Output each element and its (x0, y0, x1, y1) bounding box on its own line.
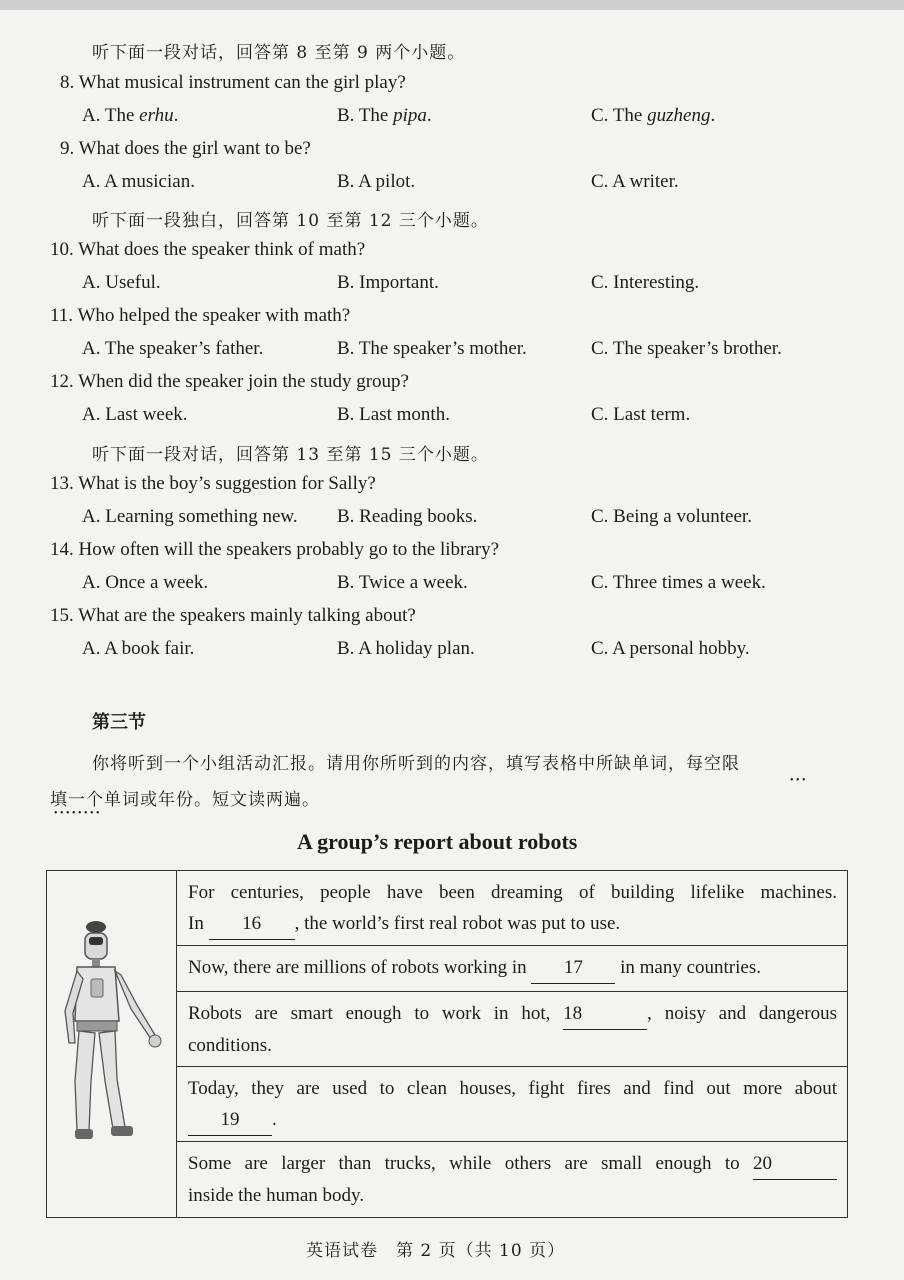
q10-option-a: A. Useful. (82, 272, 161, 293)
question-13: 13. What is the boy’s suggestion for Sally? (50, 473, 376, 494)
q10-option-c: C. Interesting. (591, 272, 700, 293)
q10-option-b: B. Important. (337, 272, 439, 293)
report-row-1 (177, 871, 847, 946)
question-15: 15. What are the speakers mainly talking about? (50, 605, 416, 626)
row4-line1: Today, they are used to clean houses, fight fires and find out more about (188, 1078, 837, 1099)
q11-option-b: B. The speaker’s mother. (337, 338, 527, 359)
robot-illustration (47, 871, 175, 1216)
question-12: 12. When did the speaker join the study group? (50, 371, 409, 392)
q12-option-c: C. Last term. (591, 404, 691, 425)
q15-option-a: A. A book fair. (82, 638, 195, 659)
robot-image-cell (47, 871, 177, 1217)
question-9: 9. What does the girl want to be? (60, 138, 311, 159)
question-11: 11. Who helped the speaker with math? (50, 305, 351, 326)
instruction-q10-12: 听下面一段独白，回答第 10 至第 12 三个小题。 (92, 211, 489, 231)
q8-option-b: B. The pipa. (337, 105, 432, 126)
report-row-5 (177, 1142, 847, 1219)
section3-instruction-line2: 填一个单词或年份。短文读两遍。 (50, 790, 320, 810)
q8-option-a: A. The erhu. (82, 105, 179, 126)
page-footer: 英语试卷 第 2 页（共 10 页） (306, 1241, 566, 1261)
q14-option-a: A. Once a week. (82, 572, 209, 593)
row1-line1: For centuries, people have been dreaming of building lifelike machines. (188, 882, 837, 903)
q14-option-c: C. Three times a week. (591, 572, 766, 593)
blank-19[interactable]: 19 (188, 1104, 272, 1136)
report-title: A group’s report about robots (297, 829, 578, 854)
blank-18[interactable]: 18 (563, 998, 647, 1030)
row5-line2: inside the human body. (188, 1185, 365, 1206)
emphasis-dots-1: • • • (790, 775, 806, 786)
report-row-4 (177, 1067, 847, 1142)
report-table (46, 870, 848, 1218)
section3-title: 第三节 (92, 712, 146, 733)
q15-option-c: C. A personal hobby. (591, 638, 750, 659)
row5-line1: Some are larger than trucks, while others are small enough to 20 (188, 1148, 837, 1180)
q11-option-a: A. The speaker’s father. (82, 338, 264, 359)
q12-option-a: A. Last week. (82, 404, 188, 425)
q13-option-c: C. Being a volunteer. (591, 506, 752, 527)
q9-option-a: A. A musician. (82, 171, 195, 192)
section3-instruction-line1: 你将听到一个小组活动汇报。请用你所听到的内容，填写表格中所缺单词，每空限 (92, 754, 740, 774)
instruction-q13-15: 听下面一段对话，回答第 13 至第 15 三个小题。 (92, 445, 489, 465)
instruction-q8-9: 听下面一段对话，回答第 8 至第 9 两个小题。 (92, 43, 466, 63)
q14-option-b: B. Twice a week. (337, 572, 468, 593)
top-edge (0, 0, 904, 10)
blank-16[interactable]: 16 (209, 908, 295, 940)
q15-option-b: B. A holiday plan. (337, 638, 475, 659)
blank-20[interactable]: 20 (753, 1148, 837, 1180)
row2-line1: Now, there are millions of robots working in 17 in many countries. (188, 952, 837, 984)
blank-17[interactable]: 17 (531, 952, 615, 984)
row1-line2: In 16 , the world’s first real robot was put to use. (188, 908, 837, 940)
question-14: 14. How often will the speakers probably go to the library? (50, 539, 500, 560)
q9-option-b: B. A pilot. (337, 171, 416, 192)
row3-line2: conditions. (188, 1035, 272, 1056)
question-10: 10. What does the speaker think of math? (50, 239, 366, 260)
q8-option-c: C. The guzheng. (591, 105, 716, 126)
report-row-2 (177, 946, 847, 992)
q11-option-c: C. The speaker’s brother. (591, 338, 782, 359)
question-8: 8. What musical instrument can the girl play? (60, 72, 406, 93)
q13-option-a: A. Learning something new. (82, 506, 298, 527)
emphasis-dots-2: • • • • • • • • (54, 808, 100, 819)
row4-line2: 19 . (188, 1104, 837, 1136)
q12-option-b: B. Last month. (337, 404, 450, 425)
report-row-3 (177, 992, 847, 1067)
row3-line1: Robots are smart enough to work in hot, 18 , noisy and dangerous (188, 998, 837, 1030)
q13-option-b: B. Reading books. (337, 506, 478, 527)
q9-option-c: C. A writer. (591, 171, 679, 192)
